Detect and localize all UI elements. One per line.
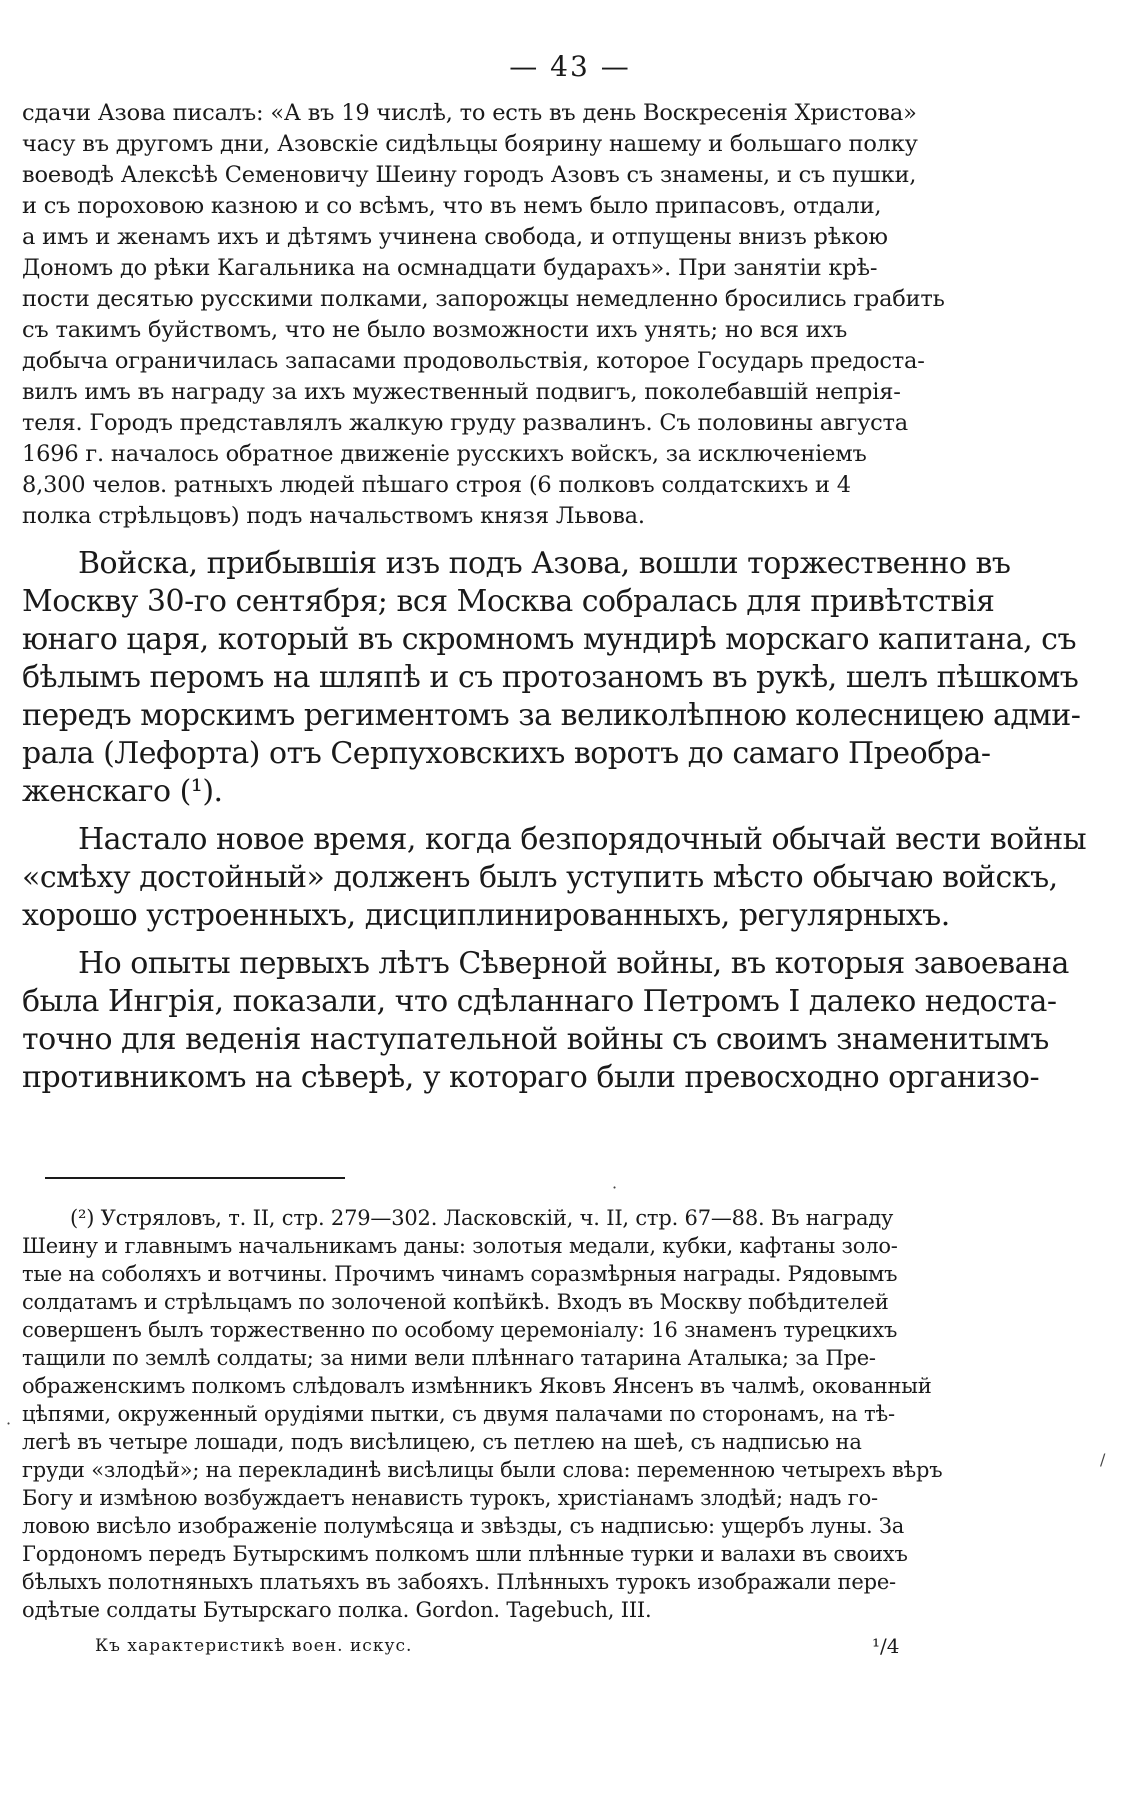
footnote-line: Гордономъ передъ Бутырскимъ полкомъ шли плѣнные турки и валахи въ своихъ (22, 1542, 908, 1566)
footnote-line: тащили по землѣ солдаты; за ними вели плѣннаго татарина Аталыка; за Пре- (22, 1346, 876, 1370)
text-line: точно для веденія наступательной войны съ своимъ знаменитымъ (22, 1022, 1049, 1057)
text-line: теля. Городъ представлялъ жалкую груду развалинъ. Съ половины августа (22, 410, 908, 436)
footer-signature: Къ характеристикѣ воен. искус. (95, 1636, 413, 1656)
text-line: Настало новое время, когда безпорядочный обычай вести войны (78, 822, 1087, 857)
text-line: воеводѣ Алексѣѣ Семеновичу Шеину городъ Азовъ съ знамены, и съ пушки, (22, 162, 917, 188)
footnote-rule (45, 1177, 345, 1179)
text-line: сдачи Азова писалъ: «А въ 19 числѣ, то есть въ день Воскресенія Христова» (22, 100, 917, 126)
footnote-line: одѣтые солдаты Бутырскаго полка. Gordon. Tagebuch, III. (22, 1598, 652, 1622)
text-line: противникомъ на сѣверѣ, у котораго были превосходно организо- (22, 1060, 1040, 1095)
footnote-line: Богу и измѣною возбуждаетъ ненависть турокъ, христіанамъ злодѣй; надъ го- (22, 1486, 878, 1510)
text-line: Москву 30-го сентября; вся Москва собралась для привѣтствія (22, 584, 995, 619)
footnote-line: солдатамъ и стрѣльцамъ по золоченой копѣйкѣ. Входъ въ Москву побѣдителей (22, 1290, 889, 1314)
footnote-line: бѣлыхъ полотняныхъ платьяхъ въ забояхъ. Плѣнныхъ турокъ изображали пере- (22, 1570, 896, 1594)
footnote-line: ображенскимъ полкомъ слѣдовалъ измѣнникъ Яковъ Янсенъ въ чалмѣ, окованный (22, 1374, 932, 1398)
footnote-line: совершенъ былъ торжественно по особому церемоніалу: 16 знаменъ турецкихъ (22, 1318, 898, 1342)
text-line: пости десятью русскими полками, запорожцы немедленно бросились грабить (22, 286, 945, 312)
text-line: передъ морскимъ региментомъ за великолѣпною колесницею адми- (22, 698, 1081, 733)
scan-speck: · (612, 1178, 618, 1197)
footnote-line: (²) Устряловъ, т. II, стр. 279—302. Ласковскій, ч. II, стр. 67—88. Въ награду (70, 1206, 894, 1230)
footnote-line: легѣ въ четыре лошади, подъ висѣлицею, съ петлею на шеѣ, съ надписью на (22, 1430, 862, 1454)
text-line: вилъ имъ въ награду за ихъ мужественный подвигъ, поколебавшій непрія- (22, 379, 901, 405)
text-line: 8,300 челов. ратныхъ людей пѣшаго строя (6 полковъ солдатскихъ и 4 (22, 472, 851, 498)
sheet-mark: ¹/4 (872, 1634, 900, 1658)
footnote-line: тые на соболяхъ и вотчины. Прочимъ чинамъ соразмѣрныя награды. Рядовымъ (22, 1262, 898, 1286)
text-line: юнаго царя, который въ скромномъ мундирѣ морскаго капитана, съ (22, 622, 1077, 657)
text-line: была Ингрія, показали, что сдѣланнаго Петромъ I далеко недоста- (22, 984, 1057, 1019)
text-line: Дономъ до рѣки Кагальника на осмнадцати бударахъ». При занятіи крѣ- (22, 255, 878, 281)
text-line: и съ пороховою казною и со всѣмъ, что въ немъ было припасовъ, отдали, (22, 193, 882, 219)
footnote-line: цѣпями, окруженный орудіями пытки, съ двумя палачами по сторонамъ, на тѣ- (22, 1402, 895, 1426)
text-line: бѣлымъ перомъ на шляпѣ и съ протозаномъ въ рукѣ, шелъ пѣшкомъ (22, 660, 1079, 695)
text-line: часу въ другомъ дни, Азовскіе сидѣльцы боярину нашему и большаго полку (22, 131, 918, 157)
scan-speck: · (6, 1414, 12, 1433)
footnote-line: груди «злодѣй»; на перекладинѣ висѣлицы были слова: переменною четырехъ вѣръ (22, 1458, 943, 1482)
footnote-line: ловою висѣло изображеніе полумѣсяца и звѣзды, съ надписью: ущербъ луны. За (22, 1514, 905, 1538)
text-line: полка стрѣльцовъ) подъ начальствомъ князя Львова. (22, 503, 645, 529)
text-line: а имъ и женамъ ихъ и дѣтямъ учинена свобода, и отпущены внизъ рѣкою (22, 224, 888, 250)
text-line: Войска, прибывшія изъ подъ Азова, вошли торжественно въ (78, 546, 1011, 581)
text-line: Но опыты первыхъ лѣтъ Сѣверной войны, въ которыя завоевана (78, 946, 1069, 981)
text-line: женскаго (¹). (22, 774, 223, 809)
footnote-line: Шеину и главнымъ начальникамъ даны: золотыя медали, кубки, кафтаны золо- (22, 1234, 898, 1258)
text-line: 1696 г. началось обратное движеніе русскихъ войскъ, за исключеніемъ (22, 441, 867, 467)
text-line: хорошо устроенныхъ, дисциплинированныхъ, регулярныхъ. (22, 898, 950, 933)
text-line: «смѣху достойный» долженъ былъ уступить мѣсто обычаю войскъ, (22, 860, 1058, 895)
scan-speck: / (1100, 1450, 1106, 1469)
text-line: рала (Лефорта) отъ Серпуховскихъ воротъ до самаго Преобра- (22, 736, 991, 771)
text-line: съ такимъ буйствомъ, что не было возможности ихъ унять; но вся ихъ (22, 317, 848, 343)
text-line: добыча ограничилась запасами продовольствія, которое Государь предоста- (22, 348, 925, 374)
page-number: — 43 — (509, 50, 631, 83)
